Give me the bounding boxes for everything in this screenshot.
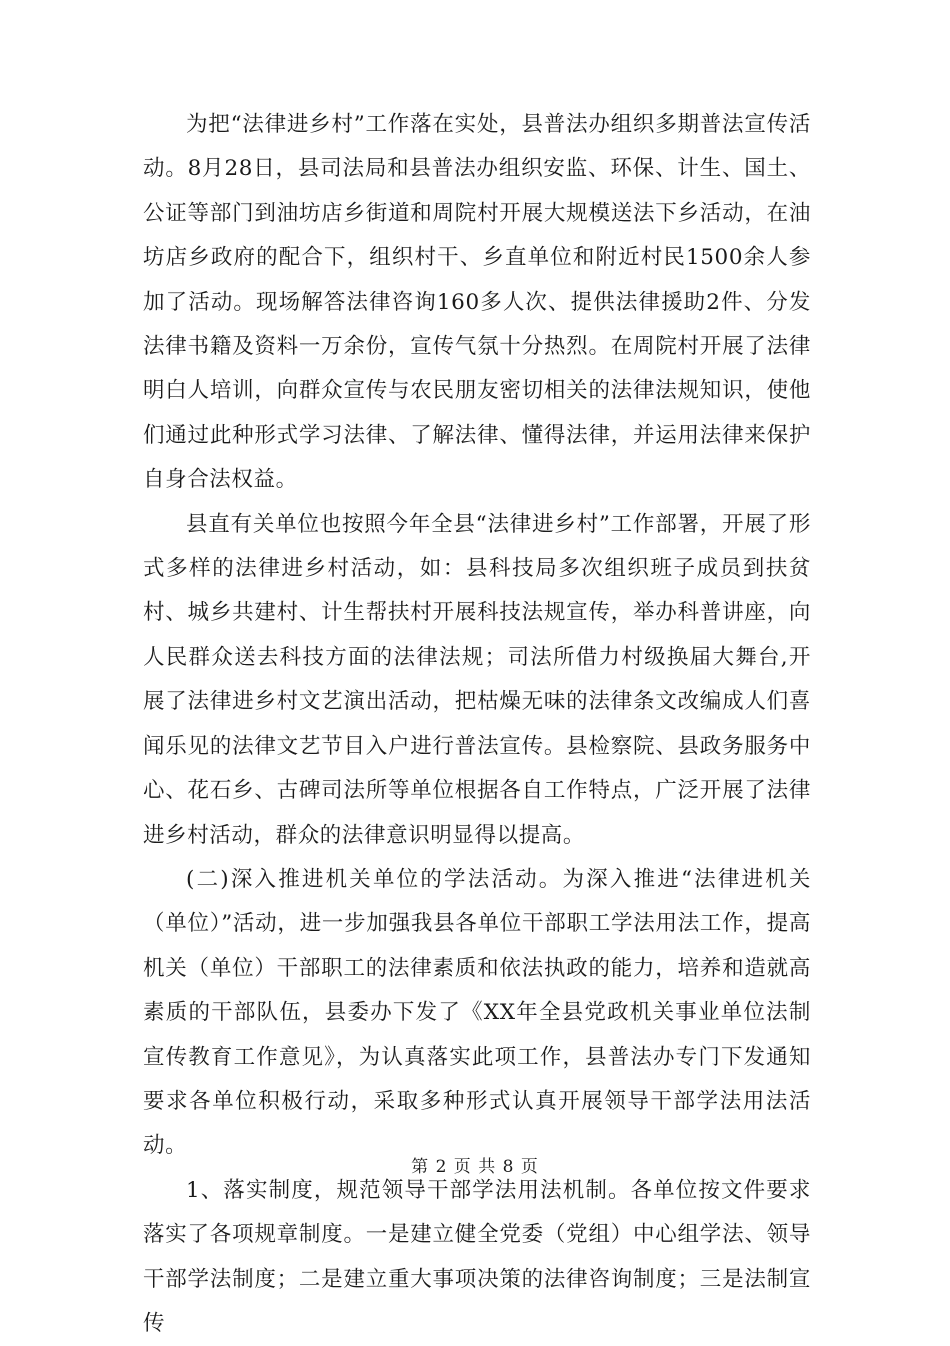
paragraph-system-implementation: 1、落实制度，规范领导干部学法用法机制。各单位按文件要求落实了各项规章制度。一是建立健全党委（党组）中心组学法、领导干部学法制度；二是建立重大事项决策的法律咨询制度；三是法制宣传 (143, 1177, 811, 1336)
paragraph-legal-village-activities: 为把“法律进乡村”工作落在实处，县普法办组织多期普法宣传活动。8月28日，县司法局和县普法办组织安监、环保、计生、国土、公证等部门到油坊店乡街道和周院村开展大规模送法下乡活动，在油坊店乡政府的配合下，组织村干、乡直单位和附近村民1500余人参加了活动。现场解答法律咨询160多人次、提供法律援助2件、分发法律书籍及资料一万余份，宣传气氛十分热烈。在周院村开展了法律明白人培训，向群众宣传与农民朋友密切相关的法律法规知识，使他们通过此种形式学习法律、了解法律、懂得法律，并运用法律来保护自身合法权益。 (143, 112, 811, 493)
paragraph-agency-study: (二)深入推进机关单位的学法活动。为深入推进“法律进机关（单位）”活动，进一步加强我县各单位干部职工学法用法工作，提高机关（单位）干部职工的法律素质和依法执政的能力，培养和造就高素质的干部队伍，县委办下发了《XX年全县党政机关事业单位法制宣传教育工作意见》，为认真落实此项工作，县普法办专门下发通知要求各单位积极行动，采取多种形式认真开展领导干部学法用法活动。 (143, 866, 811, 1159)
paragraph-county-units: 县直有关单位也按照今年全县“法律进乡村”工作部署，开展了形式多样的法律进乡村活动，如：县科技局多次组织班子成员到扶贫村、城乡共建村、计生帮扶村开展科技法规宣传，举办科普讲座，向人民群众送去科技方面的法律法规；司法所借力村级换届大舞台,开展了法律进乡村文艺演出活动，把枯燥无味的法律条文改编成人们喜闻乐见的法律文艺节目入户进行普法宣传。县检察院、县政务服务中心、花石乡、古碑司法所等单位根据各自工作特点，广泛开展了法律进乡村活动，群众的法律意识明显得以提高。 (143, 511, 811, 848)
page-number-footer: 第 2 页 共 8 页 (411, 1157, 539, 1177)
